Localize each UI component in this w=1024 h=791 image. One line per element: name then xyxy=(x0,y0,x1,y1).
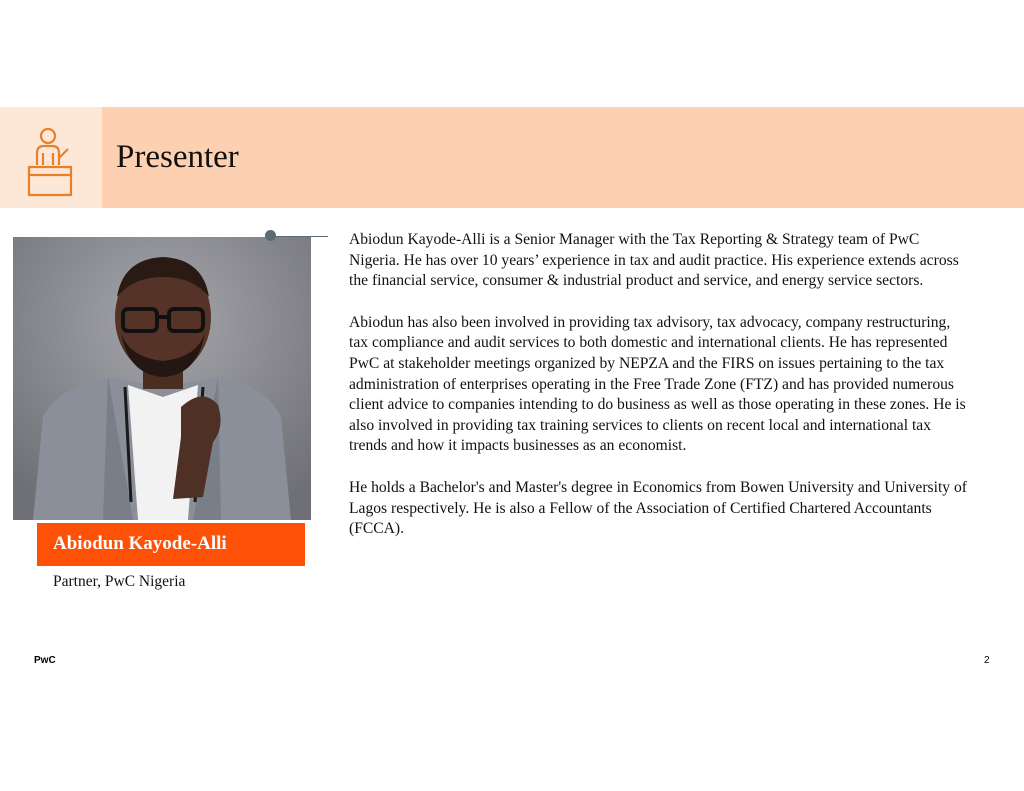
page-title: Presenter xyxy=(116,139,239,175)
header-banner xyxy=(102,107,1024,208)
presenter-name: Abiodun Kayode-Alli xyxy=(53,533,227,554)
page-number: 2 xyxy=(984,655,990,666)
bio-text xyxy=(349,230,971,561)
accent-line xyxy=(271,236,328,237)
bio-paragraph: He holds a Bachelor's and Master's degree in Economics from Bowen University and University of Lagos respectively. He is also a Fellow of the Association of Certified Chartered Accountants (FCCA). xyxy=(349,478,967,538)
bio-paragraph: Abiodun Kayode-Alli is a Senior Manager with the Tax Reporting & Strategy team of PwC Nigeria. He has over 10 years’ experience in tax and audit practice. His experience extends across the financial service, consumer & industrial product and service, and energy service sectors. xyxy=(349,231,959,290)
presenter-name-bar xyxy=(37,523,305,566)
footer-brand: PwC xyxy=(34,655,56,666)
presenter-podium-icon xyxy=(24,127,76,197)
presenter-role: Partner, PwC Nigeria xyxy=(53,573,186,590)
bio-paragraph: Abiodun has also been involved in providing tax advisory, tax advocacy, company restructuring, tax compliance and audit services to both domestic and international clients. He has represented PwC at stakeholder meetings organized by NEPZA and the FIRS on issues pertaining to the tax administration of enterprises operating in the Free Trade Zone (FTZ) and has provided numerous client advice to companies intending to do business as well as those operating in these zones. He is also involved in providing tax training services to clients on recent local and international tax trends and how it impacts businesses as an economist. xyxy=(349,313,966,455)
header-icon-box xyxy=(0,107,102,208)
presenter-portrait xyxy=(13,237,311,520)
